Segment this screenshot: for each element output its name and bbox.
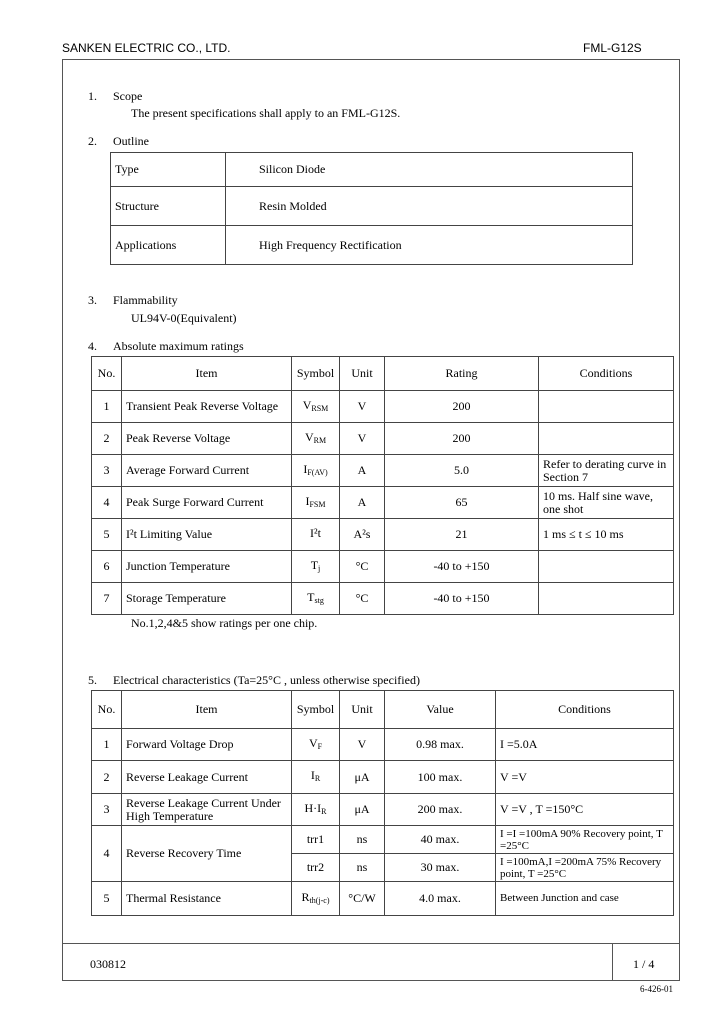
row-conditions: I =I =100mA 90% Recovery point, T =25°C xyxy=(496,826,674,854)
header-conditions: Conditions xyxy=(539,357,674,391)
symbol-sub: F(AV) xyxy=(307,467,328,477)
symbol-main: I²t xyxy=(310,525,321,540)
row-rating: 21 xyxy=(385,519,539,551)
header-conditions: Conditions xyxy=(496,691,674,729)
flammability-text: UL94V-0(Equivalent) xyxy=(131,311,237,325)
row-conditions xyxy=(539,423,674,455)
header-no: No. xyxy=(92,357,122,391)
row-symbol xyxy=(292,729,340,761)
elec-table xyxy=(91,690,674,916)
table-row xyxy=(92,761,674,794)
table-row xyxy=(92,882,674,916)
row-rating: 200 xyxy=(385,391,539,423)
symbol-main: I xyxy=(310,768,315,782)
row-item: Reverse Leakage Current Under High Temperature xyxy=(122,794,292,826)
row-unit: °C/W xyxy=(340,882,385,916)
symbol-sub: RSM xyxy=(311,403,329,413)
row-no: 5 xyxy=(92,882,122,916)
outline-value: Silicon Diode xyxy=(226,153,633,187)
row-rating: -40 to +150 xyxy=(385,583,539,615)
row-rating: 5.0 xyxy=(385,455,539,487)
row-symbol xyxy=(292,551,340,583)
symbol-sub: R xyxy=(314,774,321,783)
outline-title: Outline xyxy=(113,134,149,148)
row-no: 2 xyxy=(92,761,122,794)
row-value: 0.98 max. xyxy=(385,729,496,761)
abs-max-note: No.1,2,4&5 show ratings per one chip. xyxy=(131,616,318,630)
row-unit: ns xyxy=(340,826,385,854)
row-symbol xyxy=(292,391,340,423)
outline-table xyxy=(110,152,633,265)
outline-number: 2. xyxy=(88,134,97,148)
symbol-sub: stg xyxy=(314,595,324,605)
outline-label: Structure xyxy=(111,187,226,226)
scope-text: The present specifications shall apply to an FML-G12S. xyxy=(131,106,401,120)
symbol-main: R xyxy=(301,889,310,904)
row-value: 40 max. xyxy=(385,826,496,854)
row-conditions: Refer to derating curve in Section 7 xyxy=(539,455,674,487)
row-symbol xyxy=(292,794,340,826)
table-row xyxy=(92,487,674,519)
outline-label: Type xyxy=(111,153,226,187)
row-symbol xyxy=(292,519,340,551)
row-unit: V xyxy=(340,423,385,455)
row-unit: A xyxy=(340,455,385,487)
row-rating: 65 xyxy=(385,487,539,519)
table-row xyxy=(92,519,674,551)
symbol-main: I xyxy=(305,493,310,508)
table-row xyxy=(92,826,674,854)
row-unit: A²s xyxy=(340,519,385,551)
row-no: 1 xyxy=(92,391,122,423)
row-no: 3 xyxy=(92,455,122,487)
header-no: No. xyxy=(92,691,122,729)
abs-max-number: 4. xyxy=(88,339,97,353)
row-no: 5 xyxy=(92,519,122,551)
row-symbol xyxy=(292,487,340,519)
footer-separator xyxy=(612,943,613,981)
symbol-main: T xyxy=(307,589,315,604)
row-no: 7 xyxy=(92,583,122,615)
page-number: 1 / 4 xyxy=(633,957,655,971)
abs-max-table xyxy=(91,356,674,615)
row-item: Transient Peak Reverse Voltage xyxy=(122,391,292,423)
outline-value: High Frequency Rectification xyxy=(226,226,633,265)
header-unit: Unit xyxy=(340,357,385,391)
form-number: 6-426-01 xyxy=(640,984,673,994)
row-unit: °C xyxy=(340,551,385,583)
row-conditions: V =V , T =150°C xyxy=(496,794,674,826)
row-symbol xyxy=(292,583,340,615)
symbol-main: V xyxy=(302,397,312,412)
symbol-sub: th(j-c) xyxy=(309,895,330,905)
row-value: 100 max. xyxy=(385,761,496,794)
company-name: SANKEN ELECTRIC CO., LTD. xyxy=(62,41,231,55)
row-conditions: V =V xyxy=(496,761,674,794)
row-conditions: I =100mA,I =200mA 75% Recovery point, T =25°C xyxy=(496,854,674,882)
symbol-main: T xyxy=(310,557,319,572)
row-conditions: Between Junction and case xyxy=(496,882,674,916)
row-value: 200 max. xyxy=(385,794,496,826)
outline-row-structure xyxy=(111,187,633,226)
abs-max-header-row xyxy=(92,357,674,391)
table-row xyxy=(92,551,674,583)
flammability-number: 3. xyxy=(88,293,97,307)
symbol-sub: R xyxy=(321,806,327,816)
row-unit: V xyxy=(340,391,385,423)
header-rating: Rating xyxy=(385,357,539,391)
row-symbol xyxy=(292,423,340,455)
row-item: Junction Temperature xyxy=(122,551,292,583)
header-item: Item xyxy=(122,357,292,391)
row-no: 3 xyxy=(92,794,122,826)
symbol-main: V xyxy=(304,429,314,444)
row-symbol: trr1 xyxy=(292,826,340,854)
outline-row-applications xyxy=(111,226,633,265)
row-value: 30 max. xyxy=(385,854,496,882)
row-item: Reverse Leakage Current xyxy=(122,761,292,794)
row-unit: °C xyxy=(340,583,385,615)
row-item: Reverse Recovery Time xyxy=(122,826,292,882)
table-row xyxy=(92,423,674,455)
symbol-main: V xyxy=(308,735,318,750)
row-unit: A xyxy=(340,487,385,519)
header-item: Item xyxy=(122,691,292,729)
table-row xyxy=(92,729,674,761)
row-no: 1 xyxy=(92,729,122,761)
row-no: 6 xyxy=(92,551,122,583)
row-item: Thermal Resistance xyxy=(122,882,292,916)
row-conditions: 1 ms ≤ t ≤ 10 ms xyxy=(539,519,674,551)
scope-title: Scope xyxy=(113,89,143,103)
symbol-sub: RM xyxy=(313,435,327,445)
outline-label: Applications xyxy=(111,226,226,265)
row-symbol: trr2 xyxy=(292,854,340,882)
table-row xyxy=(92,794,674,826)
row-item: Peak Surge Forward Current xyxy=(122,487,292,519)
row-symbol xyxy=(292,761,340,794)
row-conditions xyxy=(539,551,674,583)
footer-divider xyxy=(62,943,680,944)
table-row xyxy=(92,391,674,423)
symbol-main: H·I xyxy=(304,800,322,815)
row-symbol xyxy=(292,455,340,487)
row-conditions xyxy=(539,391,674,423)
elec-title: Electrical characteristics (Ta=25°C , unless otherwise specified) xyxy=(113,673,420,687)
row-no: 4 xyxy=(92,487,122,519)
outline-row-type xyxy=(111,153,633,187)
outline-value: Resin Molded xyxy=(226,187,633,226)
row-unit: μA xyxy=(340,761,385,794)
row-rating: -40 to +150 xyxy=(385,551,539,583)
row-symbol xyxy=(292,882,340,916)
row-no: 2 xyxy=(92,423,122,455)
header-symbol: Symbol xyxy=(292,691,340,729)
date-code: 030812 xyxy=(90,957,126,971)
row-rating: 200 xyxy=(385,423,539,455)
row-conditions: I =5.0A xyxy=(496,729,674,761)
symbol-main: I xyxy=(303,461,308,476)
row-conditions xyxy=(539,583,674,615)
symbol-sub: j xyxy=(318,563,321,573)
row-unit: μA xyxy=(340,794,385,826)
elec-number: 5. xyxy=(88,673,97,687)
row-item: Average Forward Current xyxy=(122,455,292,487)
row-no: 4 xyxy=(92,826,122,882)
row-conditions: 10 ms. Half sine wave, one shot xyxy=(539,487,674,519)
table-row xyxy=(92,455,674,487)
row-item: Peak Reverse Voltage xyxy=(122,423,292,455)
row-item: Storage Temperature xyxy=(122,583,292,615)
flammability-title: Flammability xyxy=(113,293,178,307)
header-value: Value xyxy=(385,691,496,729)
row-unit: ns xyxy=(340,854,385,882)
table-row xyxy=(92,583,674,615)
header-unit: Unit xyxy=(340,691,385,729)
row-item: Forward Voltage Drop xyxy=(122,729,292,761)
row-unit: V xyxy=(340,729,385,761)
header-symbol: Symbol xyxy=(292,357,340,391)
part-number: FML-G12S xyxy=(583,41,642,55)
row-value: 4.0 max. xyxy=(385,882,496,916)
row-item: I²t Limiting Value xyxy=(122,519,292,551)
abs-max-title: Absolute maximum ratings xyxy=(113,339,244,353)
elec-header-row xyxy=(92,691,674,729)
symbol-sub: FSM xyxy=(309,499,326,509)
scope-number: 1. xyxy=(88,89,97,103)
symbol-sub: F xyxy=(317,741,323,751)
